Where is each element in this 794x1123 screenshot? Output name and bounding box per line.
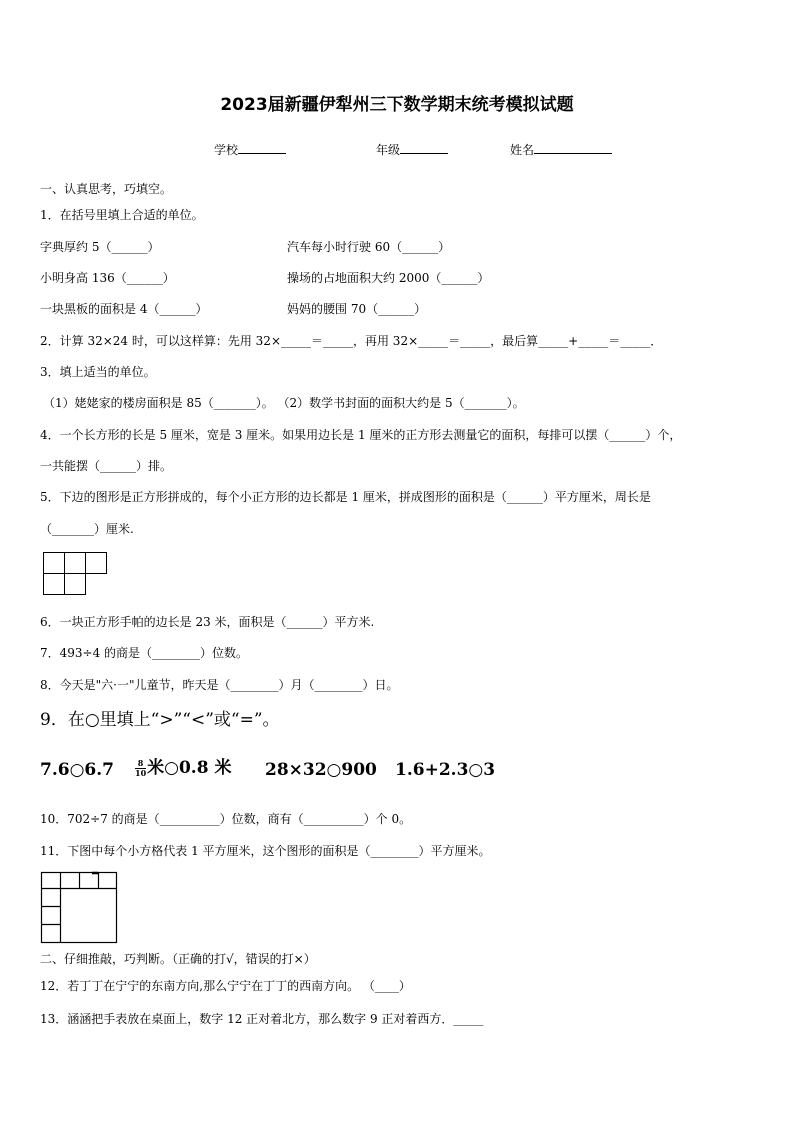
question-4-line-2: 一共能摆（______）排。 (40, 459, 173, 473)
question-1-stem: 1．在括号里填上合适的单位。 (40, 208, 204, 222)
question-1b: 汽车每小时行驶 60（______） (287, 240, 451, 254)
fraction-denominator: 10 (135, 768, 147, 778)
school-field (214, 141, 286, 158)
grade-label: 年级 (376, 143, 401, 157)
compare-item-3: 28×32○900 (265, 760, 377, 780)
section-1-heading: 一、认真思考，巧填空。 (40, 182, 173, 196)
compare-item-2 (135, 757, 231, 779)
grade-blank[interactable] (400, 141, 448, 154)
question-12: 12．若丁丁在宁宁的东南方向,那么宁宁在丁丁的西南方向。 （____） (40, 979, 411, 993)
question-4-line-1: 4．一个长方形的长是 5 厘米，宽是 3 厘米。如果用边长是 1 厘米的正方形去测量它的面积，每排可以摆（______）个， (40, 428, 682, 442)
question-1d: 操场的占地面积大约 2000（______） (287, 271, 490, 285)
question-6: 6．一块正方形手帕的边长是 23 米，面积是（______）平方米. (40, 615, 375, 629)
question-1e: 一块黑板的面积是 4（______） (40, 302, 208, 316)
square-grid-figure (42, 551, 110, 597)
question-7: 7．493÷4 的商是（________）位数。 (40, 646, 249, 660)
question-11: 11．下图中每个小方格代表 1 平方厘米，这个图形的面积是（________）平方厘米。 (40, 844, 491, 858)
name-field (510, 141, 612, 158)
name-label: 姓名 (510, 143, 535, 157)
fraction (135, 759, 146, 778)
question-9-stem: 9．在○里填上“>”“<”或“=”。 (40, 710, 280, 730)
question-1a: 字典厚约 5（______） (40, 240, 160, 254)
fraction-numerator: 8 (135, 759, 146, 769)
question-8: 8．今天是"六·一"儿童节，昨天是（________）月（________）日。 (40, 678, 399, 692)
question-2: 2．计算 32×24 时，可以这样算：先用 32×_____＝_____，再用 32×_____＝_____，最后算_____+_____＝_____． (40, 334, 663, 348)
question-3-line: （1）姥姥家的楼房面积是 85（_______）。 （2）数学书封面的面积大约是 5（_______）。 (43, 396, 525, 410)
question-13: 13．涵涵把手表放在桌面上，数字 12 正对着北方，那么数字 9 正对着西方．_____ (40, 1012, 484, 1026)
section-2-heading: 二、仔细推敲，巧判断。（正确的打√，错误的打×） (40, 952, 316, 966)
compare-item-4: 1.6+2.3○3 (395, 760, 496, 780)
page-title: 2023届新疆伊犁州三下数学期末统考模拟试题 (220, 95, 574, 115)
question-3-stem: 3．填上适当的单位。 (40, 365, 156, 379)
name-blank[interactable] (534, 141, 612, 154)
question-10: 10．702÷7 的商是（__________）位数，商有（__________）个 0。 (40, 812, 412, 826)
compare-item-2-text: 米○0.8 米 (147, 758, 232, 778)
question-5-line-1: 5．下边的图形是正方形拼成的，每个小正方形的边长都是 1 厘米，拼成图形的面积是（______）平方厘米，周长是 (40, 490, 651, 504)
school-blank[interactable] (238, 141, 286, 154)
school-label: 学校 (214, 143, 239, 157)
question-1f: 妈妈的腰围 70（______） (287, 302, 427, 316)
question-1c: 小明身高 136（______） (40, 271, 175, 285)
area-grid-figure (40, 871, 118, 944)
question-5-line-2: （_______）厘米. (40, 522, 134, 536)
grade-field (376, 141, 448, 158)
compare-item-1: 7.6○6.7 (40, 760, 114, 780)
